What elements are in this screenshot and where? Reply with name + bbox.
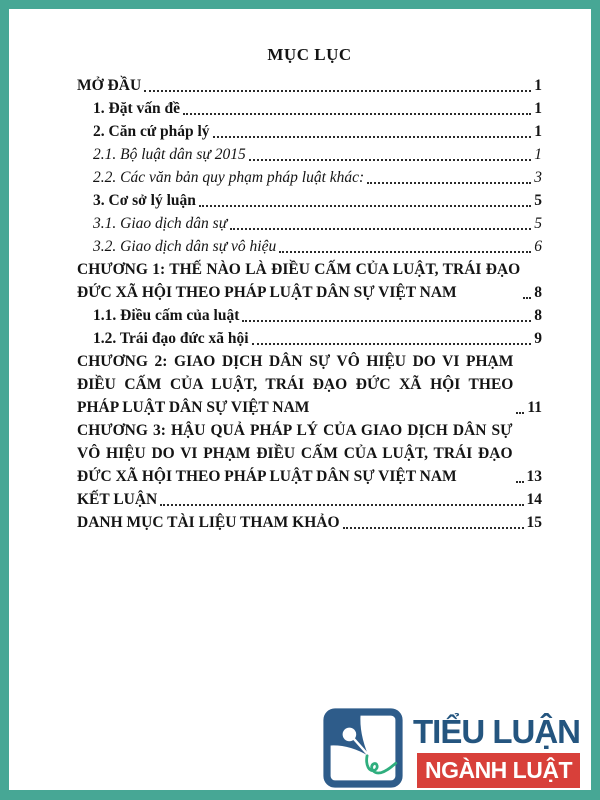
toc-entry-label: 3.2. Giao dịch dân sự vô hiệu xyxy=(93,238,277,255)
toc-entry-label: KẾT LUẬN xyxy=(77,491,158,508)
toc-entry-label: 1. Đặt vấn đề xyxy=(93,100,180,117)
toc-entry[interactable] xyxy=(77,97,542,120)
toc-page-number: 14 xyxy=(526,491,542,508)
toc-entry[interactable] xyxy=(77,511,542,534)
toc-dot-leader xyxy=(144,74,531,92)
toc-page-number: 1 xyxy=(534,77,542,94)
toc-entry[interactable] xyxy=(77,120,542,143)
toc-entry[interactable] xyxy=(77,143,542,166)
toc-page-number: 1 xyxy=(534,123,542,140)
toc-entry-label: 1.1. Điều cấm của luật xyxy=(93,307,240,324)
toc-dot-leader xyxy=(213,120,532,138)
toc-entry-label: MỞ ĐẦU xyxy=(77,77,142,94)
toc-dot-leader xyxy=(249,143,532,161)
toc-page-number: 3 xyxy=(534,169,542,186)
toc-dot-leader xyxy=(516,419,524,483)
toc-entry[interactable] xyxy=(77,74,542,97)
toc-dot-leader xyxy=(160,488,523,506)
toc-entry-label: 3. Cơ sở lý luận xyxy=(93,192,196,209)
toc-dot-leader xyxy=(516,350,524,414)
toc-dot-leader xyxy=(230,212,531,230)
toc-page-number: 5 xyxy=(534,192,542,209)
toc-page-number: 8 xyxy=(534,284,542,301)
toc-entry[interactable] xyxy=(77,235,542,258)
toc-dot-leader xyxy=(367,166,531,184)
toc-entry-label: CHƯƠNG 1: THẾ NÀO LÀ ĐIỀU CẤM CỦA LUẬT, TRÁI ĐẠO ĐỨC XÃ HỘI THEO PHÁP LUẬT DÂN SỰ VIỆT NAM xyxy=(77,261,521,301)
toc-entry[interactable] xyxy=(77,189,542,212)
toc-page-number: 8 xyxy=(534,307,542,324)
toc-page-number: 5 xyxy=(534,215,542,232)
toc-entry[interactable] xyxy=(77,258,542,304)
toc-page-number: 15 xyxy=(526,514,542,531)
toc-entry-label: 3.1. Giao dịch dân sự xyxy=(93,215,228,232)
toc-page-number: 11 xyxy=(527,399,542,416)
logo-title: TIỂU LUẬN xyxy=(413,713,580,751)
toc-entry[interactable] xyxy=(77,419,542,488)
toc-page-number: 13 xyxy=(526,468,542,485)
document-page xyxy=(9,9,591,790)
toc-dot-leader xyxy=(199,189,531,207)
toc-dot-leader xyxy=(252,327,532,345)
toc-entry[interactable] xyxy=(77,350,542,419)
logo-text-block xyxy=(413,714,580,788)
table-of-contents xyxy=(77,74,542,534)
toc-entry[interactable] xyxy=(77,327,542,350)
toc-page-number: 1 xyxy=(534,100,542,117)
page-title: MỤC LỤC xyxy=(267,45,352,64)
toc-entry[interactable] xyxy=(77,304,542,327)
toc-entry-label: 2. Căn cứ pháp lý xyxy=(93,123,210,140)
toc-entry-label: DANH MỤC TÀI LIỆU THAM KHẢO xyxy=(77,514,340,531)
toc-dot-leader xyxy=(343,511,524,529)
toc-page-number: 6 xyxy=(534,238,542,255)
toc-page-number: 9 xyxy=(534,330,542,347)
toc-entry[interactable] xyxy=(77,212,542,235)
toc-dot-leader xyxy=(183,97,531,115)
toc-entry-label: 1.2. Trái đạo đức xã hội xyxy=(93,330,249,347)
toc-dot-leader xyxy=(523,258,531,299)
toc-entry[interactable] xyxy=(77,166,542,189)
toc-entry-label: CHƯƠNG 2: GIAO DỊCH DÂN SỰ VÔ HIỆU DO VI PHẠM ĐIỀU CẤM CỦA LUẬT, TRÁI ĐẠO ĐỨC XÃ HỘI THEO PHÁP LUẬT DÂN SỰ VIỆT NAM xyxy=(77,353,514,416)
toc-page-number: 1 xyxy=(534,146,542,163)
toc-dot-leader xyxy=(279,235,531,253)
pen-nib-icon xyxy=(323,708,403,788)
logo-subtitle: NGÀNH LUẬT xyxy=(417,753,580,788)
toc-entry[interactable] xyxy=(77,488,542,511)
toc-entry-label: 2.1. Bộ luật dân sự 2015 xyxy=(93,146,246,163)
toc-entry-label: 2.2. Các văn bản quy phạm pháp luật khác: xyxy=(93,169,365,186)
toc-dot-leader xyxy=(242,304,531,322)
toc-entry-label: CHƯƠNG 3: HẬU QUẢ PHÁP LÝ CỦA GIAO DỊCH DÂN SỰ VÔ HIỆU DO VI PHẠM ĐIỀU CẤM CỦA LUẬT, TRÁI ĐẠO ĐỨC XÃ HỘI THEO PHÁP LUẬT DÂN SỰ VIỆT NAM xyxy=(77,422,513,485)
brand-logo[interactable] xyxy=(323,708,580,788)
